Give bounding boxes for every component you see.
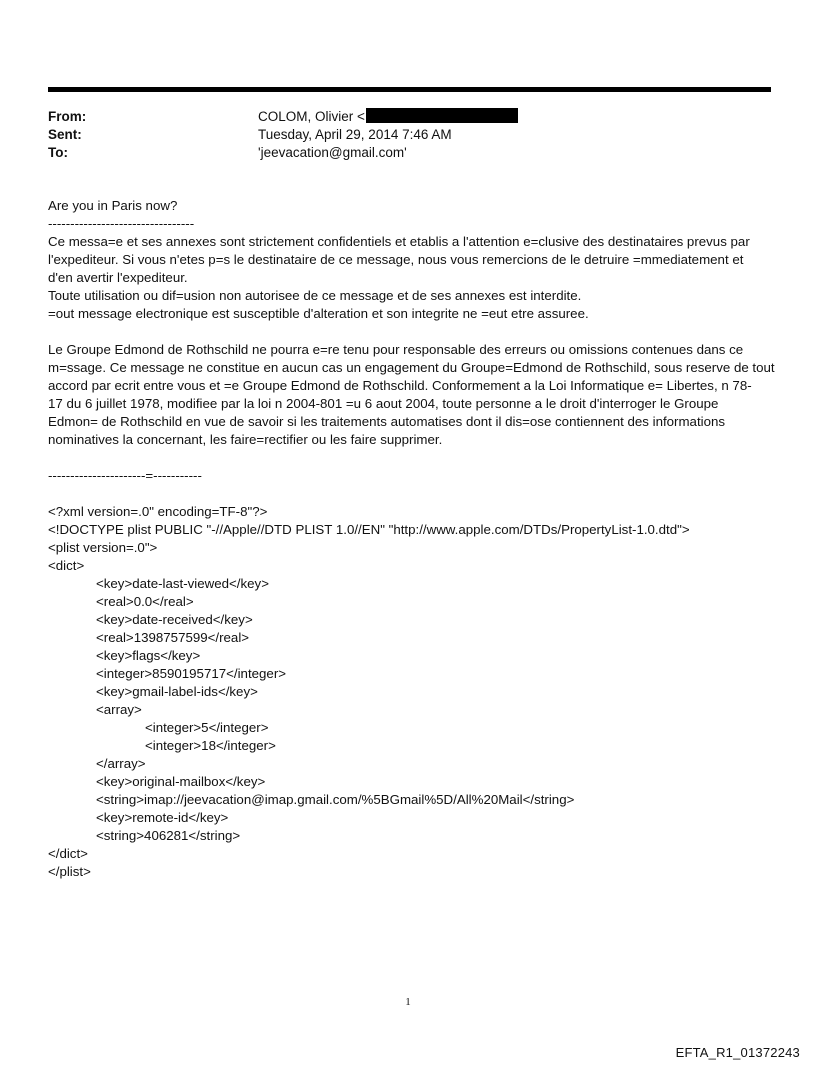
redaction-box xyxy=(366,108,518,123)
disclaimer-line: Edmon= de Rothschild en vue de savoir si les traitements automatises dont il dis=ose contiennent des informations xyxy=(48,414,726,429)
plist-line: <string>406281</string> xyxy=(96,828,241,843)
plist-line: <key>original-mailbox</key> xyxy=(96,774,266,789)
from-name: COLOM, Olivier < xyxy=(258,109,365,124)
disclaimer-line: Le Groupe Edmond de Rothschild ne pourra e=re tenu pour responsable des erreurs ou omissions contenues dans ce xyxy=(48,342,744,357)
disclaimer-line: l'expediteur. Si vous n'etes p=s le destinataire de ce message, nous vous remercions de le detruire =mmediatement et xyxy=(48,252,744,267)
disclaimer-line: m=ssage. Ce message ne constitue en aucun cas un engagement du Groupe=Edmond de Rothschild, sous reserve de tout xyxy=(48,360,775,375)
header-rule xyxy=(48,87,771,92)
to-label: To: xyxy=(48,145,68,160)
disclaimer-line: =out message electronique est susceptible d'alteration et son integrite ne =eut etre assuree. xyxy=(48,306,589,321)
plist-line: <string>imap://jeevacation@imap.gmail.com/%5BGmail%5D/All%20Mail</string> xyxy=(96,792,575,807)
plist-line: <key>date-last-viewed</key> xyxy=(96,576,269,591)
separator-top: --------------------------------- xyxy=(48,216,195,231)
message-question: Are you in Paris now? xyxy=(48,198,178,213)
plist-line: <dict> xyxy=(48,558,85,573)
page-number: 1 xyxy=(405,996,411,1008)
sent-value: Tuesday, April 29, 2014 7:46 AM xyxy=(258,127,452,142)
plist-line: <integer>18</integer> xyxy=(145,738,276,753)
from-value xyxy=(258,108,518,126)
plist-line: </array> xyxy=(96,756,146,771)
disclaimer-line: Ce messa=e et ses annexes sont strictement confidentiels et etablis a l'attention e=clusive des destinataires prevus par xyxy=(48,234,750,249)
plist-line: <key>flags</key> xyxy=(96,648,201,663)
plist-line: <array> xyxy=(96,702,142,717)
plist-line: <!DOCTYPE plist PUBLIC "-//Apple//DTD PLIST 1.0//EN" "http://www.apple.com/DTDs/PropertyList-1.0.dtd"> xyxy=(48,522,690,537)
plist-line: <integer>5</integer> xyxy=(145,720,269,735)
plist-line: <integer>8590195717</integer> xyxy=(96,666,287,681)
plist-line: <key>remote-id</key> xyxy=(96,810,229,825)
disclaimer-line: nominatives la concernant, les faire=rectifier ou les faire supprimer. xyxy=(48,432,443,447)
separator-bottom: ----------------------=----------- xyxy=(48,468,202,483)
from-label: From: xyxy=(48,109,87,124)
message-body xyxy=(48,197,776,881)
bates-number: EFTA_R1_01372243 xyxy=(675,1045,800,1060)
disclaimer-line: Toute utilisation ou dif=usion non autorisee de ce message et de ses annexes est interdite. xyxy=(48,288,582,303)
plist-line: </plist> xyxy=(48,864,91,879)
disclaimer-line: d'en avertir l'expediteur. xyxy=(48,270,188,285)
disclaimer-line: accord par ecrit entre vous et =e Groupe Edmond de Rothschild. Conformement a la Loi Informatique e= Libertes, n 78- xyxy=(48,378,752,393)
plist-line: <real>1398757599</real> xyxy=(96,630,250,645)
sent-label: Sent: xyxy=(48,127,82,142)
disclaimer-line: 17 du 6 juillet 1978, modifiee par la loi n 2004-801 =u 6 aout 2004, toute personne a le droit d'interroger le Groupe xyxy=(48,396,719,411)
plist-line: </dict> xyxy=(48,846,88,861)
plist-line: <key>gmail-label-ids</key> xyxy=(96,684,258,699)
plist-line: <plist version=.0"> xyxy=(48,540,158,555)
plist-line: <key>date-received</key> xyxy=(96,612,253,627)
plist-line: <?xml version=.0" encoding=TF-8"?> xyxy=(48,504,268,519)
to-value: 'jeevacation@gmail.com' xyxy=(258,145,407,160)
plist-line: <real>0.0</real> xyxy=(96,594,194,609)
